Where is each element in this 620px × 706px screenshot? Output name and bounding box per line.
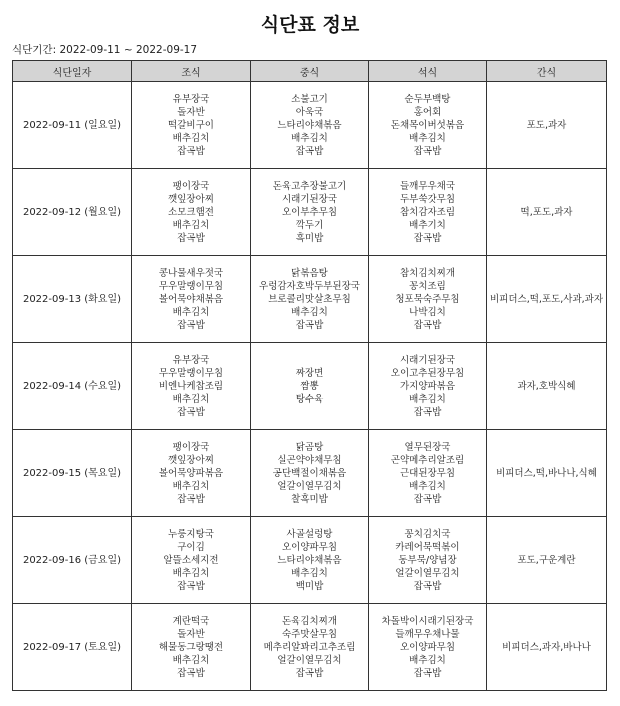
date-cell: 2022-09-11 (일요일) [13, 82, 132, 169]
menu-item: 배추김치 [409, 393, 446, 405]
menu-item: 돈채목이버섯볶음 [390, 119, 465, 131]
menu-item: 떡갈비구이 [168, 119, 214, 131]
menu-item: 배추김치 [172, 132, 210, 144]
table-row [13, 256, 607, 343]
table-row [13, 343, 607, 430]
period-label: 식단기간: [12, 44, 57, 56]
snack-cell: 과자,호박식혜 [487, 343, 607, 430]
menu-item: 깍두기 [295, 219, 324, 231]
menu-item: 잡곡밥 [413, 145, 442, 157]
header-lunch: 중식 [251, 61, 369, 82]
breakfast-cell [132, 604, 251, 691]
date-cell: 2022-09-14 (수요일) [13, 343, 132, 430]
menu-item: 청포묵숙주무침 [395, 293, 460, 305]
menu-item: 차돌박이시래기된장국 [381, 615, 474, 627]
menu-item: 실곤약야채무침 [277, 454, 342, 466]
menu-item: 구이김 [177, 541, 205, 553]
date-cell: 2022-09-16 (금요일) [13, 517, 132, 604]
menu-item: 깻잎장아찌 [168, 193, 214, 205]
menu-item: 탕수육 [295, 393, 324, 405]
snack-cell: 비피더스,과자,바나나 [487, 604, 607, 691]
table-row [13, 430, 607, 517]
dinner-cell [369, 82, 487, 169]
menu-item: 가지양파볶음 [399, 380, 456, 392]
menu-item: 얼갈이열무김치 [395, 567, 460, 579]
menu-item: 잡곡밥 [413, 580, 442, 592]
lunch-cell [251, 169, 369, 256]
menu-item: 알뜰소세지전 [163, 554, 219, 566]
page-title: 식단표 정보 [260, 14, 360, 36]
menu-item: 배추김치 [409, 654, 446, 666]
header-dinner: 석식 [369, 61, 487, 82]
menu-item: 오이양파무침 [399, 641, 456, 653]
menu-item: 유부장국 [172, 354, 210, 366]
menu-item: 우렁감자호박두부된장국 [259, 280, 360, 292]
menu-item: 사골설렁탕 [286, 528, 333, 540]
dinner-cell [369, 604, 487, 691]
menu-item: 배추김치 [172, 567, 210, 579]
snack-cell: 포도,과자 [487, 82, 607, 169]
menu-item: 배추김치 [409, 132, 446, 144]
period-start: 2022-09-11 [59, 44, 121, 56]
dinner-cell [369, 430, 487, 517]
menu-item: 오이고추된장무침 [390, 367, 465, 379]
menu-item: 얼갈이열무김치 [277, 480, 342, 492]
menu-item: 짬뽕 [300, 380, 319, 392]
date-cell: 2022-09-12 (월요일) [13, 169, 132, 256]
menu-item: 소불고기 [291, 93, 328, 105]
lunch-cell [251, 604, 369, 691]
snack-cell: 떡,포도,과자 [487, 169, 607, 256]
dinner-cell [369, 256, 487, 343]
menu-item: 들깨무우채국 [399, 180, 456, 192]
menu-item: 팽이장국 [172, 441, 210, 453]
breakfast-cell [132, 82, 251, 169]
lunch-cell [251, 343, 369, 430]
menu-item: 근대된장무침 [399, 467, 456, 479]
menu-item: 아욱국 [295, 106, 324, 118]
lunch-cell [251, 517, 369, 604]
menu-item: 콩나물새우젓국 [158, 267, 224, 279]
date-cell: 2022-09-13 (화요일) [13, 256, 132, 343]
menu-item: 무우말랭이무침 [158, 280, 224, 292]
menu-item: 볼어묵양파볶음 [158, 467, 224, 479]
meal-period [12, 42, 197, 57]
menu-item: 계란떡국 [172, 615, 210, 627]
menu-item: 소모크햄전 [168, 206, 214, 218]
header-row [13, 61, 607, 82]
menu-item: 공단백절이채볶음 [272, 467, 347, 479]
header-snack: 간식 [487, 61, 607, 82]
header-breakfast: 조식 [132, 61, 251, 82]
menu-item: 해물동그랑땡전 [158, 641, 224, 653]
header-date: 식단일자 [13, 61, 132, 82]
menu-item: 배추김치 [172, 306, 210, 318]
menu-item: 누룽지탕국 [168, 528, 214, 540]
menu-item: 찰흑미밥 [291, 493, 328, 505]
menu-item: 잡곡밥 [177, 232, 205, 244]
menu-item: 비엔나케찹조림 [158, 380, 224, 392]
menu-item: 닭곰탕 [295, 441, 324, 453]
dinner-cell [369, 343, 487, 430]
menu-item: 잡곡밥 [295, 667, 324, 679]
menu-item: 짜장면 [295, 367, 324, 379]
menu-item: 흑미밥 [295, 232, 324, 244]
menu-item: 나박김치 [409, 306, 446, 318]
menu-item: 잡곡밥 [413, 667, 442, 679]
breakfast-cell [132, 430, 251, 517]
menu-item: 잡곡밥 [413, 493, 442, 505]
table-row [13, 517, 607, 604]
lunch-cell [251, 430, 369, 517]
menu-item: 동부묵/양념장 [398, 554, 457, 566]
table-row [13, 169, 607, 256]
menu-item: 잡곡밥 [295, 145, 324, 157]
menu-item: 배추김치 [291, 567, 328, 579]
menu-item: 오이부추무침 [281, 206, 338, 218]
menu-item: 느타리야채볶음 [277, 554, 342, 566]
date-cell: 2022-09-15 (목요일) [13, 430, 132, 517]
menu-item: 배추기치 [409, 219, 446, 231]
menu-item: 순두부백탕 [404, 93, 451, 105]
menu-item: 배추김치 [409, 480, 446, 492]
menu-item: 브로콜리맛살초무침 [268, 293, 351, 305]
menu-item: 잡곡밥 [413, 319, 442, 331]
period-end: 2022-09-17 [136, 44, 198, 56]
snack-cell: 비피더스,떡,포도,사과,과자 [487, 256, 607, 343]
menu-item: 깻잎장아찌 [168, 454, 214, 466]
menu-item: 꽁치김치국 [404, 528, 451, 540]
menu-item: 참치감자조림 [399, 206, 456, 218]
menu-item: 돈육고추장불고기 [272, 180, 347, 192]
menu-item: 오이양파무침 [281, 541, 338, 553]
dinner-cell [369, 517, 487, 604]
menu-item: 홍어회 [413, 106, 442, 118]
menu-item: 백미밥 [295, 580, 324, 592]
menu-item: 잡곡밥 [177, 319, 205, 331]
menu-item: 닭볶음탕 [291, 267, 328, 279]
table-row [13, 82, 607, 169]
menu-item: 숙주맛살무침 [281, 628, 338, 640]
menu-item: 돈육김치찌개 [281, 615, 338, 627]
period-separator: ~ [123, 44, 133, 56]
menu-item: 배추김치 [172, 393, 210, 405]
menu-item: 곤약메추리알조림 [390, 454, 465, 466]
lunch-cell [251, 82, 369, 169]
meal-table [12, 60, 607, 691]
menu-item: 참치김치찌개 [399, 267, 456, 279]
lunch-cell [251, 256, 369, 343]
menu-item: 들깨무우채나물 [395, 628, 460, 640]
menu-item: 배추김치 [172, 654, 210, 666]
menu-item: 유부장국 [172, 93, 210, 105]
menu-item: 두부쑥갓무침 [399, 193, 456, 205]
snack-cell: 포도,구운계란 [487, 517, 607, 604]
menu-item: 팽이장국 [172, 180, 210, 192]
menu-item: 돌자반 [177, 628, 205, 640]
menu-item: 배추김치 [172, 480, 210, 492]
menu-item: 꽁치조림 [409, 280, 446, 292]
meal-table-body [13, 82, 607, 691]
menu-item: 볼어묵야채볶음 [158, 293, 224, 305]
menu-item: 시래기된장국 [281, 193, 338, 205]
snack-cell: 비피더스,떡,바나나,식혜 [487, 430, 607, 517]
date-cell: 2022-09-17 (토요일) [13, 604, 132, 691]
breakfast-cell [132, 517, 251, 604]
table-row [13, 604, 607, 691]
menu-item: 배추김치 [291, 306, 328, 318]
menu-item: 카레어묵떡볶이 [395, 541, 460, 553]
menu-item: 메추리알꽈리고추조림 [263, 641, 356, 653]
breakfast-cell [132, 343, 251, 430]
menu-item: 열무된장국 [404, 441, 451, 453]
breakfast-cell [132, 169, 251, 256]
menu-item: 잡곡밥 [177, 667, 205, 679]
menu-item: 잡곡밥 [177, 406, 205, 418]
menu-item: 잡곡밥 [413, 406, 442, 418]
menu-item: 잡곡밥 [177, 145, 205, 157]
menu-item: 잡곡밥 [177, 493, 205, 505]
menu-item: 시래기된장국 [399, 354, 456, 366]
menu-item: 느타리야채볶음 [277, 119, 342, 131]
menu-item: 무우말랭이무침 [158, 367, 224, 379]
breakfast-cell [132, 256, 251, 343]
menu-item: 배추김치 [291, 132, 328, 144]
menu-item: 돌자반 [177, 106, 205, 118]
menu-item: 얼갈이열무김치 [277, 654, 342, 666]
dinner-cell [369, 169, 487, 256]
menu-item: 잡곡밥 [413, 232, 442, 244]
menu-item: 배추김치 [172, 219, 210, 231]
menu-item: 잡곡밥 [177, 580, 205, 592]
menu-item: 잡곡밥 [295, 319, 324, 331]
